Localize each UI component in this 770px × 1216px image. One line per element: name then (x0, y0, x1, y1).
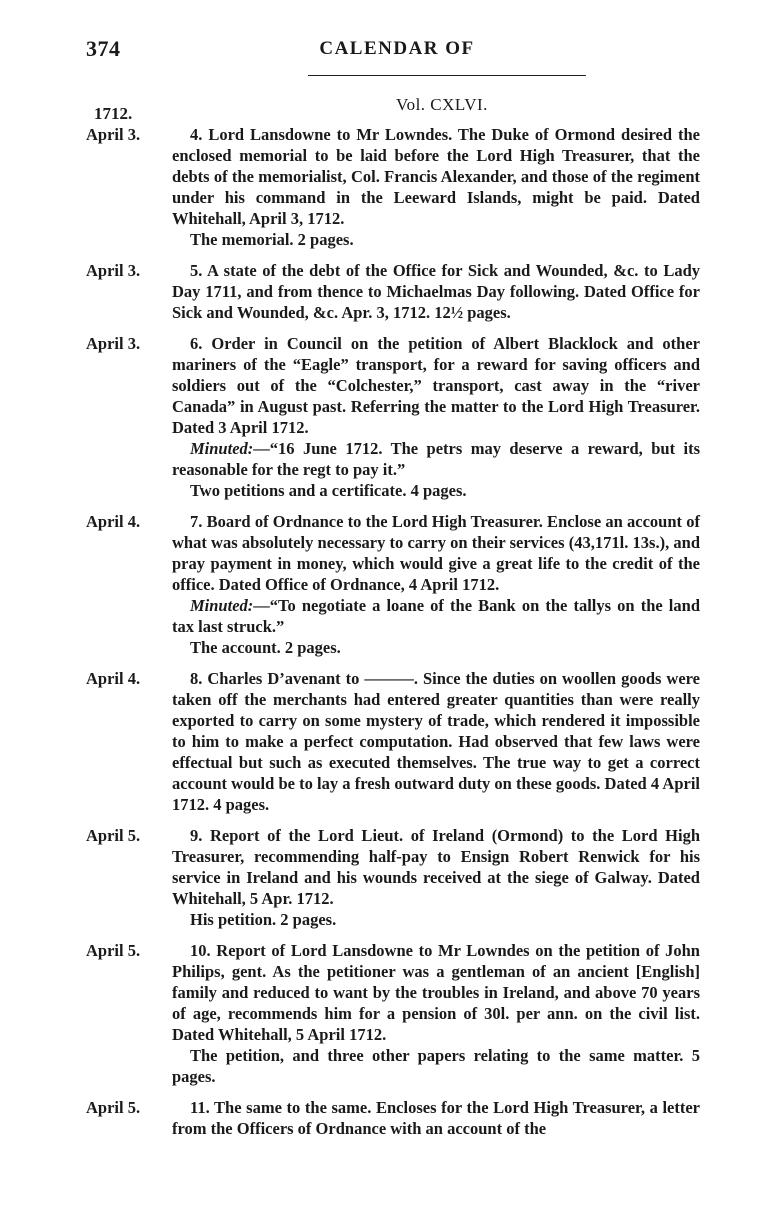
entry-note (172, 480, 700, 501)
calendar-entry (0, 511, 770, 658)
entry-date: April 5. (86, 941, 141, 960)
entry-date: April 5. (86, 1098, 141, 1117)
entry-note (172, 1045, 700, 1087)
note-text: The memorial. 2 pages. (190, 230, 354, 249)
entry-text: 5. A state of the debt of the Office for Sick and Wounded, &c. to Lady Day 1711, and from thence to Michaelmas Day following. Dated Office for Sick and Wounded, &c. Apr. 3, 1712. 12½ pages. (172, 261, 700, 322)
note-text: The petition, and three other papers relating to the same matter. 5 pages. (172, 1046, 700, 1086)
entry-date: April 3. (86, 125, 141, 144)
entry-date: April 4. (86, 512, 141, 531)
entry-date: April 3. (86, 261, 141, 280)
calendar-entry (0, 260, 770, 323)
calendar-entry (0, 825, 770, 930)
entry-text: 9. Report of the Lord Lieut. of Ireland (Ormond) to the Lord High Treasurer, recommending half-pay to Ensign Robert Renwick for his service in Ireland and his wounds received at the siege of Galway. Dated Whitehall, 5 Apr. 1712. (172, 826, 700, 908)
entry-text: 6. Order in Council on the petition of Albert Blacklock and other mariners of the “Eagle” transport, for a reward for saving officers and soldiers out of the “Colchester,” transport, cast away in the “river Canada” in August past. Referring the matter to the Lord High Treasurer. Dated 3 April 1712. (172, 334, 700, 437)
entry-note (172, 229, 700, 250)
calendar-entry (0, 1097, 770, 1139)
entry-text: 11. The same to the same. Encloses for the Lord High Treasurer, a letter from the Officers of Ordnance with an account of the (172, 1098, 700, 1138)
note-text: The account. 2 pages. (190, 638, 341, 657)
entries-list (0, 124, 770, 1149)
calendar-entry (0, 668, 770, 815)
note-text: Two petitions and a certificate. 4 pages. (190, 481, 467, 500)
entry-note (172, 595, 700, 637)
calendar-entry (0, 940, 770, 1087)
page-number: 374 (86, 36, 121, 61)
calendar-entry (0, 124, 770, 250)
note-text: —“16 June 1712. The petrs may deserve a reward, but its reasonable for the regt to pay it.” (172, 439, 700, 479)
volume-heading: Vol. CXLVI. (396, 95, 488, 114)
note-text: —“To negotiate a loane of the Bank on the tallys on the land tax last struck.” (172, 596, 700, 636)
page-header (86, 36, 708, 66)
entry-note (172, 909, 700, 930)
entry-date: April 3. (86, 334, 141, 353)
entry-text: 4. Lord Lansdowne to Mr Lowndes. The Duke of Ormond desired the enclosed memorial to be laid before the Lord High Treasurer, that the debts of the memorialist, Col. Francis Alexander, and those of the regiment under his command in the Leeward Islands, might be paid. Dated Whitehall, April 3, 1712. (172, 125, 700, 228)
note-label: Minuted: (190, 596, 254, 615)
header-rule (308, 75, 586, 76)
entry-text: 8. Charles D’avenant to ———. Since the duties on woollen goods were taken off the merchants had entered greater quantities than were really exported to carry on some mystery of trade, which rendered it impossible to him to make a perfect computation. Had observed that few laws were effectual but such as executed themselves. The true way to get a correct account would be to lay a fresh outward duty on these goods. Dated 4 April 1712. 4 pages. (172, 669, 700, 814)
year-label: 1712. (94, 104, 133, 123)
entry-note (172, 637, 700, 658)
entry-date: April 4. (86, 669, 141, 688)
running-title: CALENDAR OF (319, 38, 475, 59)
entry-text: 10. Report of Lord Lansdowne to Mr Lowndes on the petition of John Philips, gent. As the petitioner was a gentleman of an ancient [English] family and reduced to want by the troubles in Ireland, and above 70 years of age, recommends him for a pension of 30l. per ann. on the civil list. Dated Whitehall, 5 April 1712. (172, 941, 700, 1044)
note-label: Minuted: (190, 439, 254, 458)
calendar-entry (0, 333, 770, 501)
entry-note (172, 438, 700, 480)
entry-text: 7. Board of Ordnance to the Lord High Treasurer. Enclose an account of what was absolutely necessary to carry on their services (43,171l. 13s.), and pray payment in money, which would give a great life to the credit of the office. Dated Office of Ordnance, 4 April 1712. (172, 512, 700, 594)
note-text: His petition. 2 pages. (190, 910, 337, 929)
entry-date: April 5. (86, 826, 141, 845)
